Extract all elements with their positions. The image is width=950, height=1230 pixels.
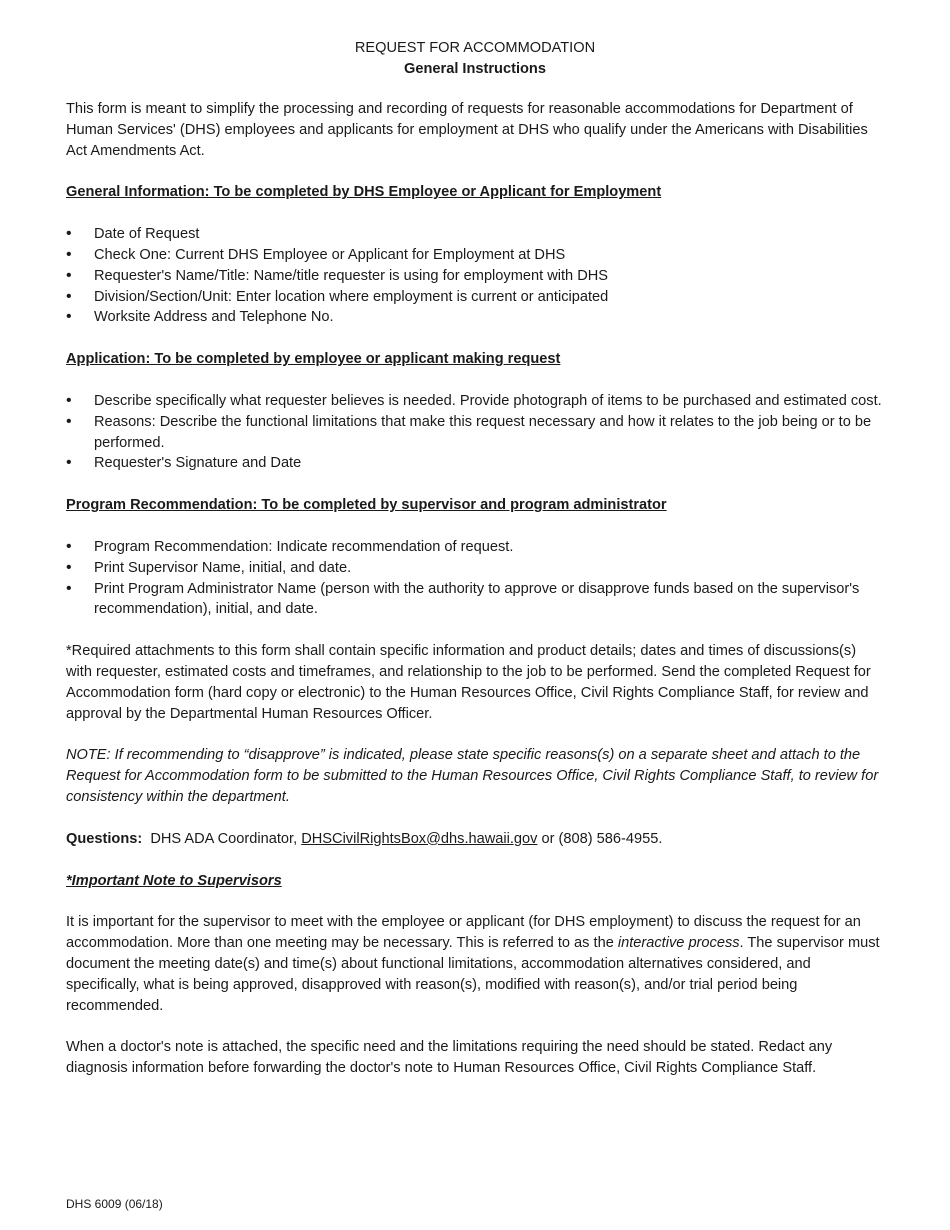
paragraph-text: . The supervisor must document the meeting date(s) and time(s) about functional limitations, accommodation alternatives considered, and specifically, what is being approved, disapproved with reason(s), modified with reason(s), and/or trial period being recommended. (66, 935, 880, 1014)
form-number: DHS 6009 (06/18) (66, 1197, 163, 1211)
required-attachments-paragraph: *Required attachments to this form shall contain specific information and product details; dates and times of discussions(s) with requester, estimated costs and timeframes, and relationship to the job to be performed. Send the completed Request for Accommodation form (hard copy or electronic) to the Human Resources Office, Civil Rights Compliance Staff, for review and approval by the Departmental Human Resources Officer. (66, 643, 871, 722)
list-item: • Check One: Current DHS Employee or Applicant for Employment at DHS (66, 245, 884, 266)
questions-line (66, 829, 884, 850)
phone-text: or (808) 586-4955. (541, 830, 663, 847)
list-item: • Print Program Administrator Name (person with the authority to approve or disapprove funds based on the supervisor's recommendation), initial, and date. (66, 579, 884, 621)
list-item: • Division/Section/Unit: Enter location where employment is current or anticipated (66, 287, 884, 308)
list-item: • Reasons: Describe the functional limitations that make this request necessary and how it relates to the job being or to be performed. (66, 412, 884, 454)
section-heading-general-information: General Information: To be completed by DHS Employee or Applicant for Employment (66, 184, 662, 201)
section-heading-application: Application: To be completed by employee or applicant making request (66, 351, 561, 368)
list-item: • Requester's Name/Title: Name/title requester is using for employment with DHS (66, 266, 884, 287)
general-information-list (66, 224, 884, 328)
form-title: REQUEST FOR ACCOMMODATION (354, 40, 596, 56)
questions-label: Questions: (66, 830, 143, 847)
list-item: • Date of Request (66, 224, 884, 245)
list-item: • Print Supervisor Name, initial, and date. (66, 558, 884, 579)
interactive-process-paragraph (66, 912, 884, 1016)
program-recommendation-list (66, 537, 884, 620)
list-item: • Describe specifically what requester believes is needed. Provide photograph of items to be purchased and estimated cost. (66, 391, 884, 412)
application-list (66, 391, 884, 474)
important-note-heading: *Important Note to Supervisors (66, 872, 282, 889)
form-subtitle: General Instructions (404, 61, 546, 77)
intro-paragraph: This form is meant to simplify the processing and recording of requests for reasonable accommodations for Department of Human Services' (DHS) employees and applicants for employment at DHS who qualify under the Americans with Disabilities Act Amendments Act. (66, 101, 868, 159)
interactive-process-term: interactive process (617, 935, 740, 952)
list-item: • Program Recommendation: Indicate recommendation of request. (66, 537, 884, 558)
email-link[interactable]: DHSCivilRightsBox@dhs.hawaii.gov (301, 830, 538, 847)
questions-text: DHS ADA Coordinator, (150, 830, 298, 847)
doctors-note-paragraph: When a doctor's note is attached, the specific need and the limitations requiring the need should be stated. Redact any diagnosis information before forwarding the doctor's note to Human Resources Office, Civil Rights Compliance Staff. (66, 1039, 833, 1077)
list-item: • Worksite Address and Telephone No. (66, 307, 884, 328)
list-item: • Requester's Signature and Date (66, 453, 884, 474)
disapprove-note: NOTE: If recommending to “disapprove” is indicated, please state specific reasons(s) on a separate sheet and attach to the Request for Accommodation form to be submitted to the Human Resources Office, Civil Rights Compliance Staff, to review for consistency within the department. (66, 747, 879, 805)
section-heading-program-recommendation: Program Recommendation: To be completed by supervisor and program administrator (66, 497, 667, 514)
paragraph-text: It is important for the supervisor to meet with the employee or applicant (for DHS employment) to discuss the request for an accommodation. More than one meeting may be necessary. This is referred to as the (66, 914, 861, 952)
